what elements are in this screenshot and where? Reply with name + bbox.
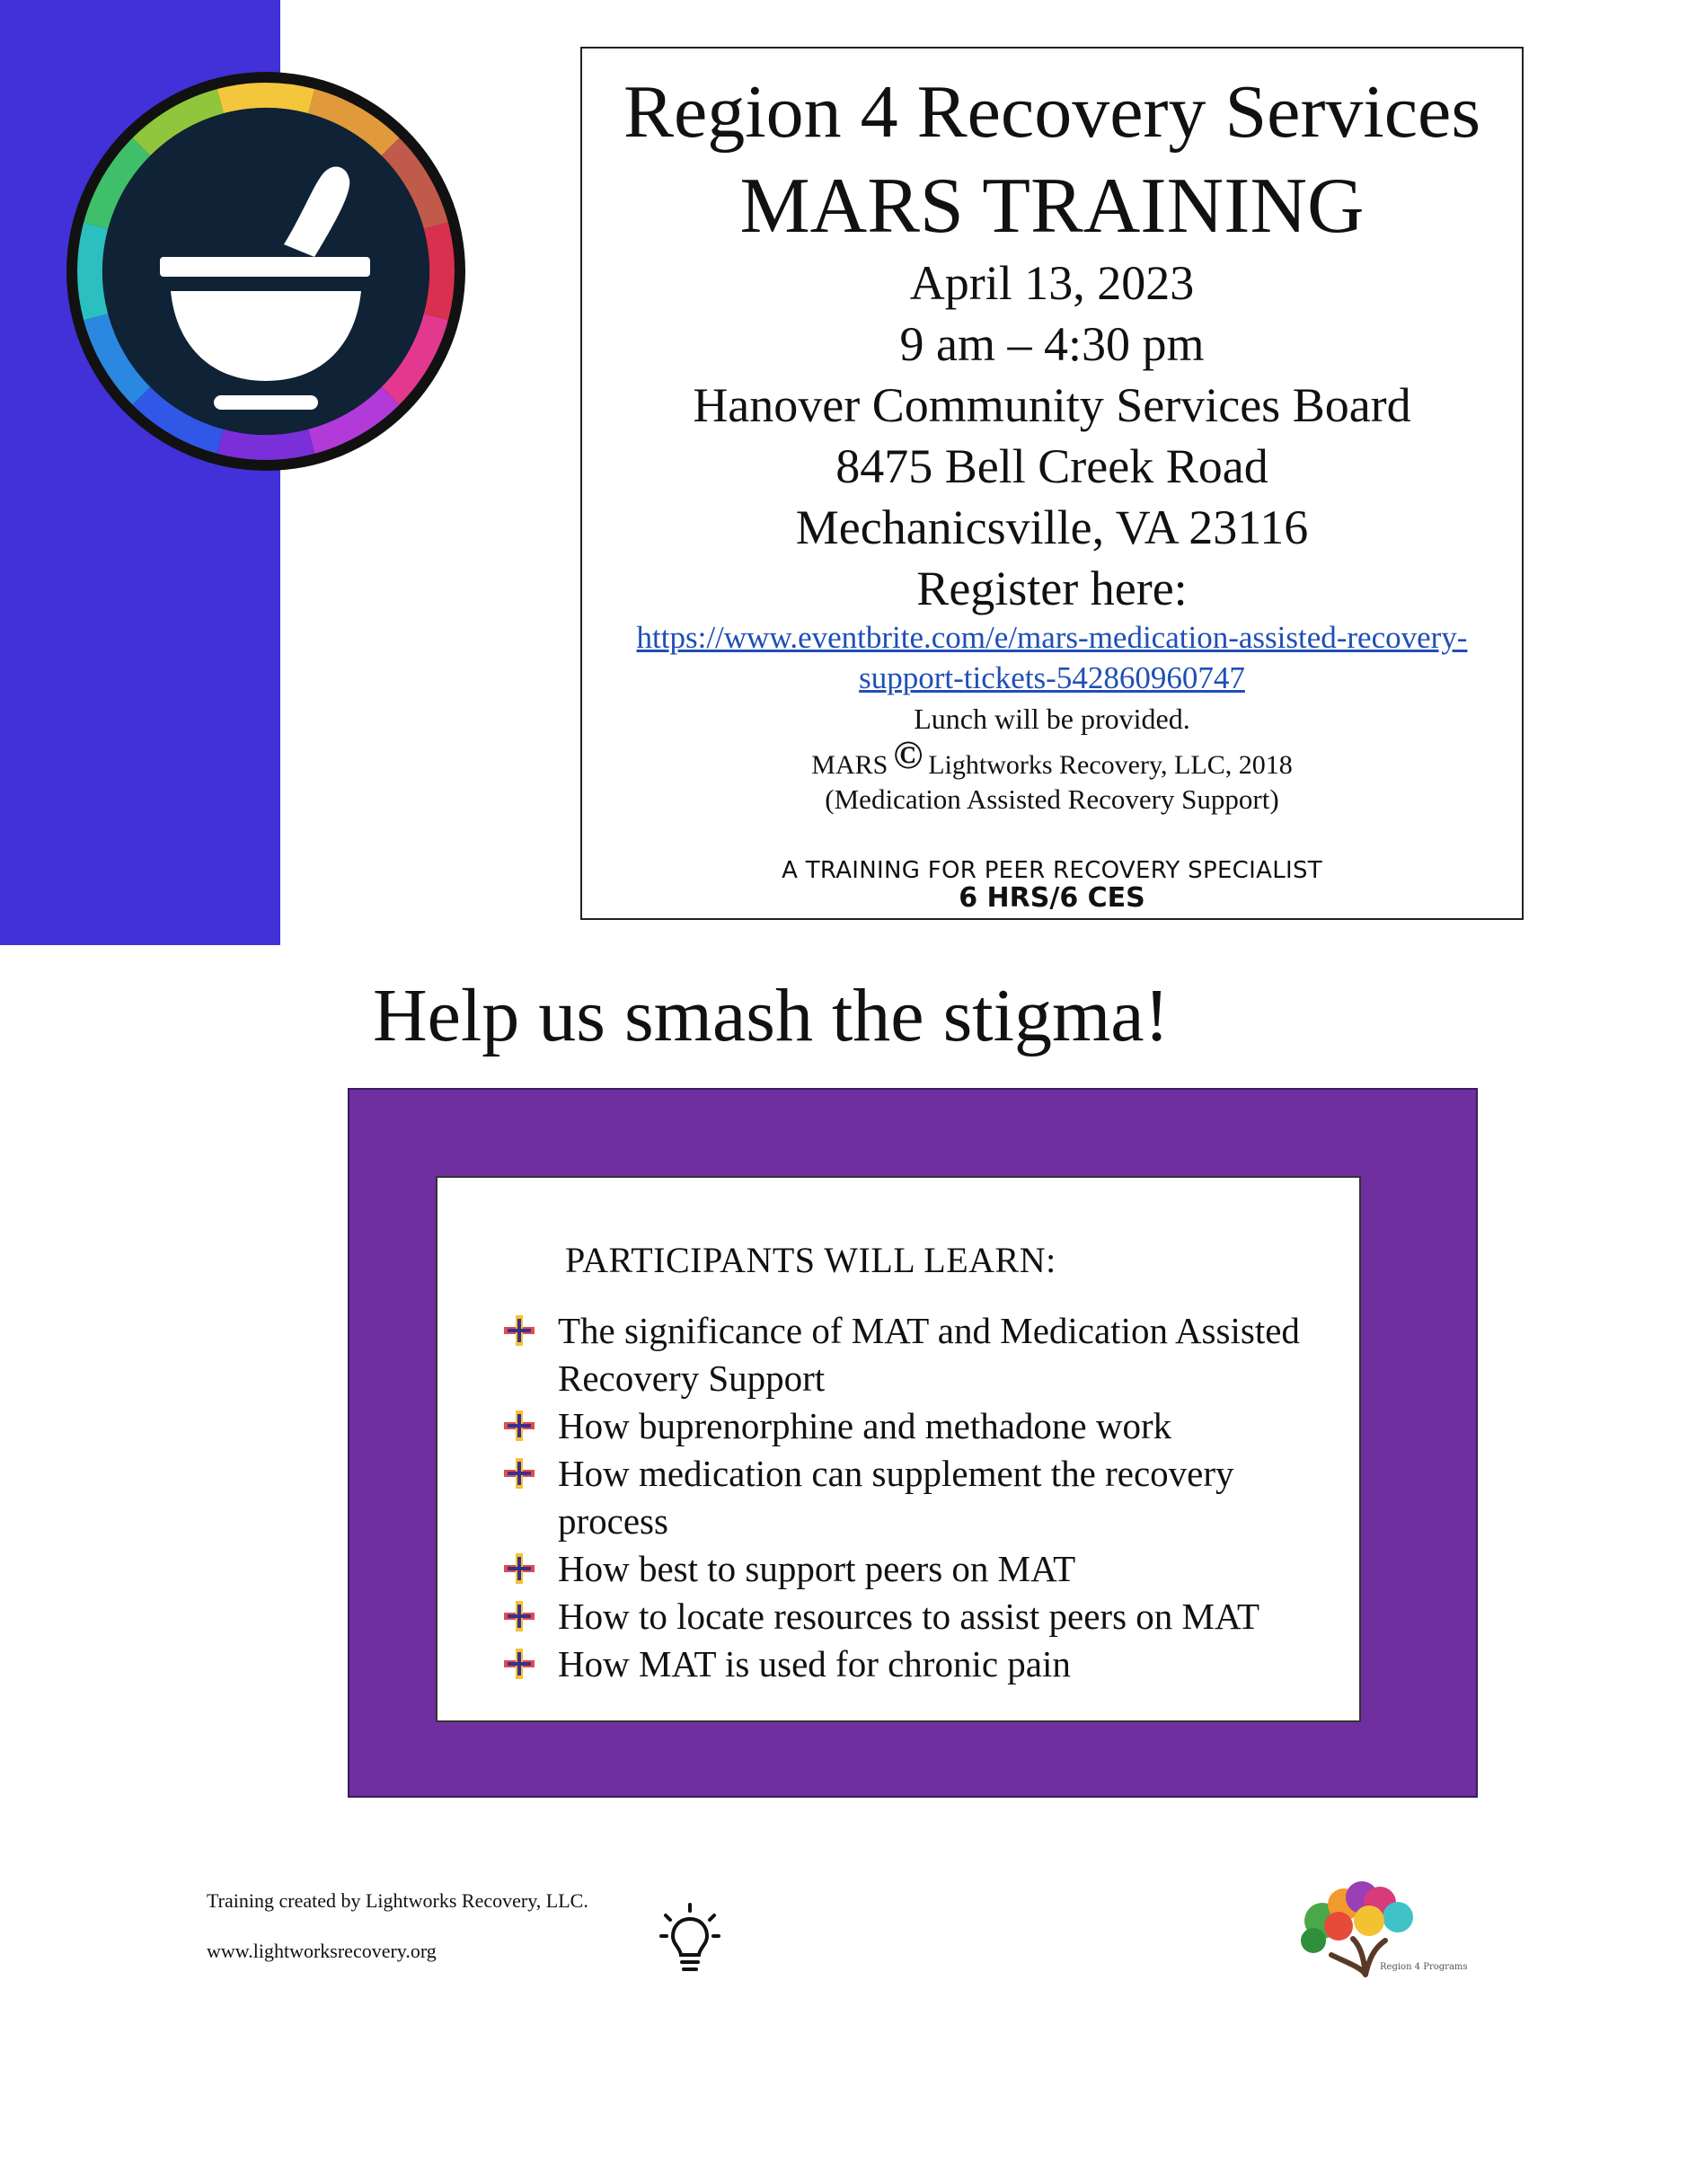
plus-bullet-icon	[504, 1410, 535, 1441]
plus-bullet-icon	[504, 1649, 535, 1679]
event-info-box	[580, 47, 1524, 920]
venue-name: Hanover Community Services Board	[693, 378, 1411, 432]
svg-text:Region 4 Programs: Region 4 Programs	[1380, 1962, 1468, 1972]
list-item: How buprenorphine and methadone work	[504, 1402, 1348, 1450]
list-item: The significance of MAT and Medication Assisted Recovery Support	[504, 1307, 1348, 1402]
audience-line: A TRAINING FOR PEER RECOVERY SPECIALIST	[782, 857, 1322, 884]
region-4-programs-logo	[1286, 1869, 1468, 1976]
register-label: Register here:	[916, 561, 1188, 615]
plus-bullet-icon	[504, 1601, 535, 1631]
mortar-pestle-logo	[63, 61, 469, 482]
mars-acronym: (Medication Assisted Recovery Support)	[825, 783, 1279, 815]
footer-website: www.lightworksrecovery.org	[207, 1940, 437, 1962]
plus-bullet-icon	[504, 1553, 535, 1584]
event-time: 9 am – 4:30 pm	[899, 317, 1205, 371]
organization-name: Region 4 Recovery Services	[623, 70, 1481, 154]
plus-bullet-icon	[504, 1315, 535, 1346]
slogan-heading: Help us smash the stigma!	[373, 974, 1170, 1057]
venue-city: Mechanicsville, VA 23116	[795, 500, 1309, 554]
copyright-icon: ©	[893, 733, 924, 777]
plus-bullet-icon	[504, 1458, 535, 1489]
registration-link-line2[interactable]	[582, 660, 1522, 696]
credit-hours: 6 HRS/6 CES	[959, 882, 1145, 914]
list-item: How best to support peers on MAT	[504, 1545, 1348, 1593]
copyright-line	[582, 733, 1522, 781]
registration-link[interactable]: https://www.eventbrite.com/e/mars-medication-assisted-recovery-	[636, 620, 1468, 655]
copyright-prefix: MARS	[811, 750, 888, 780]
lightbulb-icon	[660, 1903, 720, 1978]
footer-credit: Training created by Lightworks Recovery, LLC.	[207, 1889, 588, 1912]
registration-link-continued[interactable]: support-tickets-542860960747	[859, 660, 1245, 695]
learn-heading: PARTICIPANTS WILL LEARN:	[565, 1240, 1056, 1280]
list-item: How MAT is used for chronic pain	[504, 1640, 1348, 1688]
event-date: April 13, 2023	[909, 256, 1195, 310]
training-title: MARS TRAINING	[739, 163, 1365, 250]
venue-street: 8475 Bell Creek Road	[835, 439, 1268, 493]
list-item: How to locate resources to assist peers on MAT	[504, 1593, 1348, 1640]
learning-box	[436, 1176, 1361, 1722]
lunch-note: Lunch will be provided.	[914, 703, 1190, 735]
copyright-holder: Lightworks Recovery, LLC, 2018	[928, 750, 1293, 780]
list-item: How medication can supplement the recovery process	[504, 1450, 1348, 1545]
learning-list	[504, 1307, 1348, 1688]
learning-frame	[348, 1088, 1478, 1798]
registration-link-line1[interactable]	[582, 620, 1522, 656]
